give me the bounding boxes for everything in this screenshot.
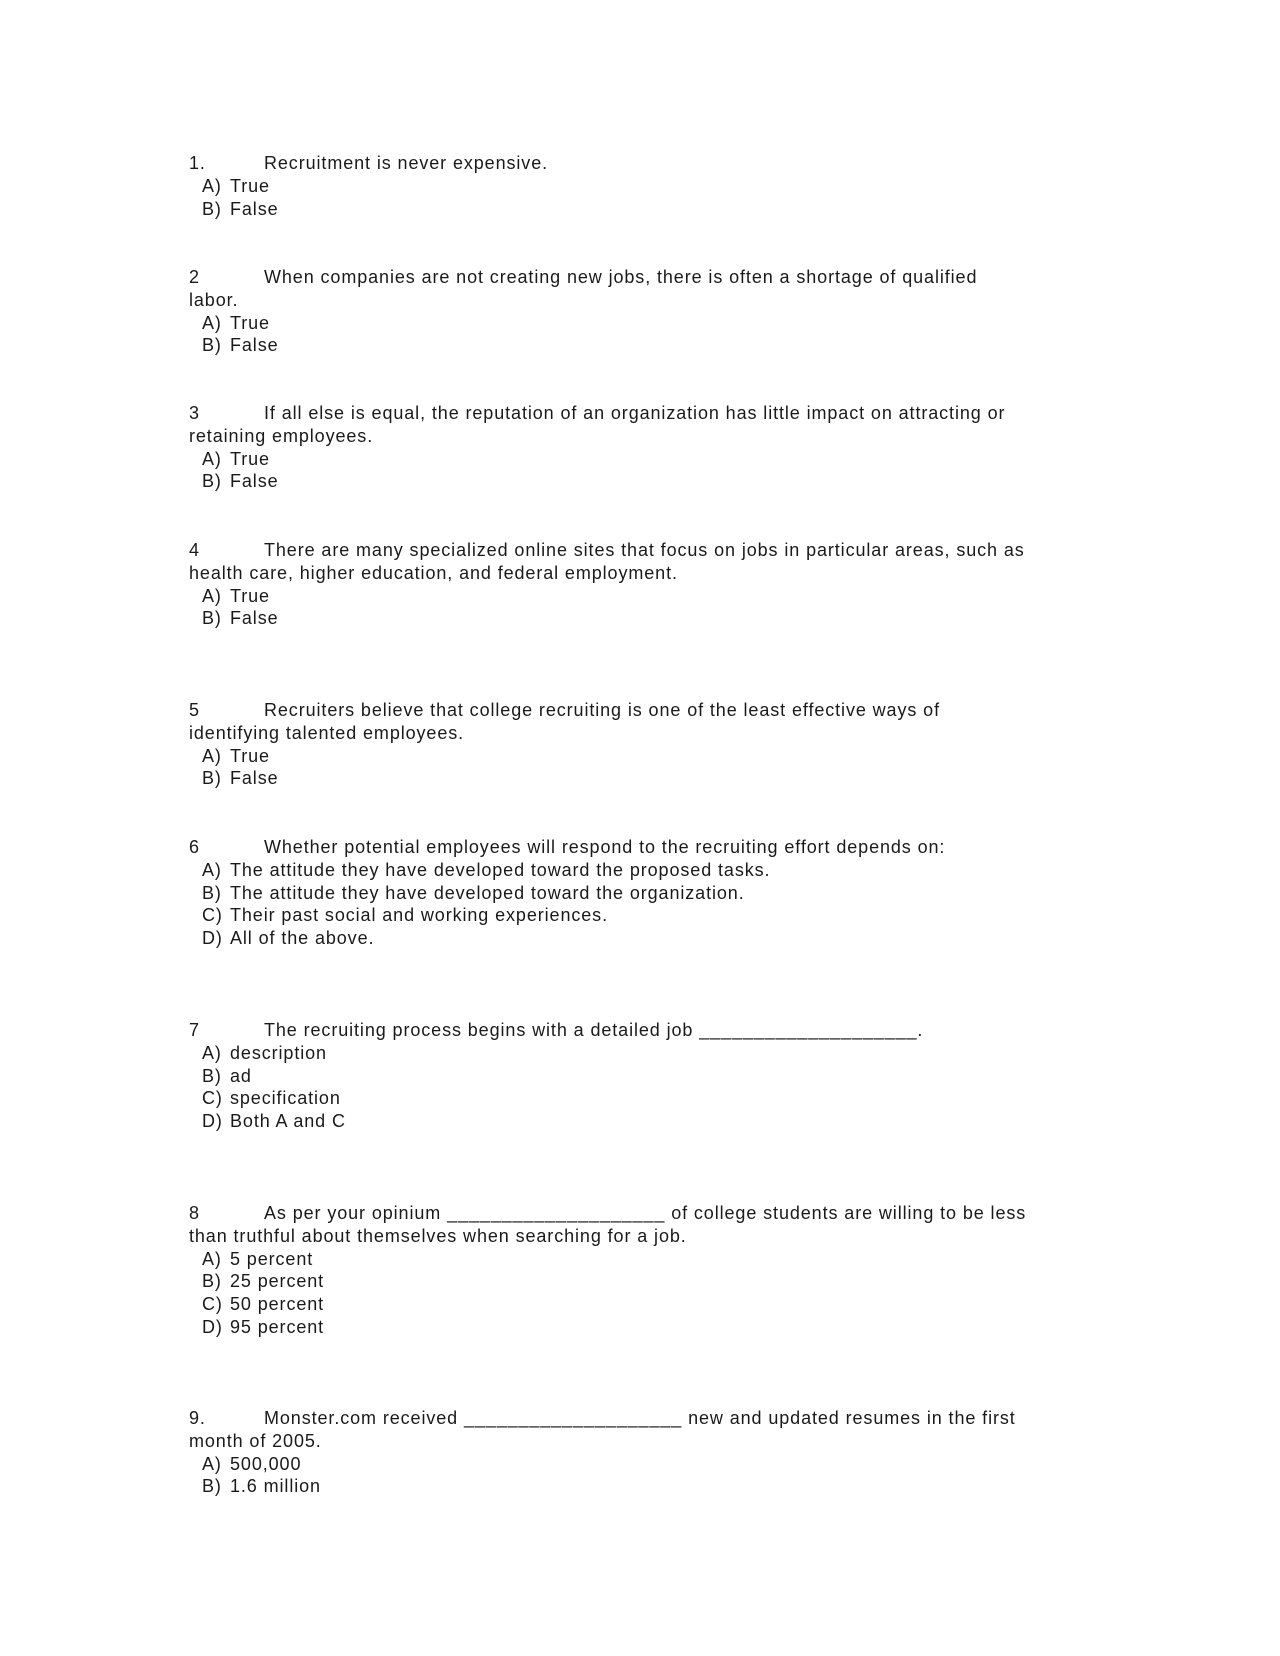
question-text: There are many specialized online sites that focus on jobs in particular areas, such as: [264, 540, 1025, 560]
option-letter: B): [202, 198, 222, 219]
option-text: True: [230, 312, 270, 333]
answer-option: [189, 334, 1089, 357]
question-number: 6: [189, 837, 200, 857]
option-letter: B): [202, 608, 222, 629]
question-text-continued: health care, higher education, and federal employment.: [189, 562, 678, 583]
question-number: 8: [189, 1203, 200, 1223]
question-stem: [189, 402, 1089, 425]
option-letter: A): [202, 175, 222, 196]
option-text: True: [230, 745, 270, 766]
answer-option: [189, 882, 1089, 905]
question-9: [189, 1407, 1089, 1498]
question-text: Recruiters believe that college recruiting is one of the least effective ways of: [264, 700, 940, 720]
answer-option: [189, 312, 1089, 335]
option-letter: A): [202, 1453, 222, 1474]
answer-option: [189, 859, 1089, 882]
option-letter: C): [202, 1088, 223, 1109]
question-number: 4: [189, 540, 200, 560]
answer-option: [189, 1248, 1089, 1271]
question-number: 9.: [189, 1408, 206, 1428]
question-number: 2: [189, 267, 200, 287]
answer-option: [189, 927, 1089, 950]
question-stem: [189, 1407, 1089, 1430]
question-stem: [189, 1202, 1089, 1225]
question-stem: [189, 1019, 1089, 1042]
option-letter: D): [202, 1111, 223, 1132]
answer-option: [189, 1316, 1089, 1339]
option-text: description: [230, 1042, 327, 1063]
answer-option: [189, 470, 1089, 493]
option-letter: A): [202, 585, 222, 606]
answer-option: [189, 1475, 1089, 1498]
option-letter: B): [202, 882, 222, 903]
question-8: [189, 1202, 1089, 1339]
option-text: 500,000: [230, 1453, 302, 1474]
option-letter: D): [202, 1316, 223, 1337]
option-letter: B): [202, 1065, 222, 1086]
option-letter: B): [202, 1271, 222, 1292]
answer-option: [189, 1042, 1089, 1065]
answer-option: [189, 904, 1089, 927]
option-text: True: [230, 175, 270, 196]
option-letter: D): [202, 928, 223, 949]
answer-option: [189, 175, 1089, 198]
answer-option: [189, 745, 1089, 768]
question-text-continued: month of 2005.: [189, 1430, 322, 1451]
answer-option: [189, 1087, 1089, 1110]
answer-option: [189, 1110, 1089, 1133]
question-stem: [189, 699, 1089, 722]
question-5: [189, 699, 1089, 790]
option-text: 5 percent: [230, 1248, 314, 1269]
question-number: 7: [189, 1020, 200, 1040]
question-stem: [189, 266, 1089, 289]
answer-option: [189, 448, 1089, 471]
option-letter: A): [202, 448, 222, 469]
question-2: [189, 266, 1089, 357]
option-letter: A): [202, 1248, 222, 1269]
option-text: 50 percent: [230, 1294, 325, 1315]
question-stem: [189, 539, 1089, 562]
option-letter: C): [202, 905, 223, 926]
question-text: As per your opinium ____________________ of college students are willing to be less: [264, 1203, 1027, 1223]
option-letter: A): [202, 1042, 222, 1063]
question-text: The recruiting process begins with a detailed job ____________________.: [264, 1020, 924, 1040]
answer-option: [189, 1270, 1089, 1293]
answer-option: [189, 1453, 1089, 1476]
option-text: 25 percent: [230, 1271, 325, 1292]
option-letter: B): [202, 471, 222, 492]
question-text-continued: retaining employees.: [189, 425, 374, 446]
option-letter: A): [202, 745, 222, 766]
option-text: False: [230, 768, 279, 789]
option-text: Both A and C: [230, 1111, 346, 1132]
option-letter: A): [202, 859, 222, 880]
question-number: 5: [189, 700, 200, 720]
option-text: ad: [230, 1065, 252, 1086]
question-text-continued: than truthful about themselves when searching for a job.: [189, 1225, 687, 1246]
question-3: [189, 402, 1089, 493]
question-4: [189, 539, 1089, 630]
option-letter: B): [202, 1476, 222, 1497]
question-text: When companies are not creating new jobs, there is often a shortage of qualified: [264, 267, 978, 287]
option-text: The attitude they have developed toward the proposed tasks.: [230, 859, 771, 880]
option-text: False: [230, 608, 279, 629]
answer-option: [189, 767, 1089, 790]
question-text: Monster.com received ____________________ new and updated resumes in the first: [264, 1408, 1016, 1428]
option-letter: C): [202, 1294, 223, 1315]
answer-option: [189, 585, 1089, 608]
option-text: The attitude they have developed toward the organization.: [230, 882, 745, 903]
option-text: Their past social and working experiences.: [230, 905, 608, 926]
question-number: 3: [189, 403, 200, 423]
option-text: True: [230, 448, 270, 469]
option-text: False: [230, 471, 279, 492]
option-text: True: [230, 585, 270, 606]
question-6: [189, 836, 1089, 950]
question-text: Recruitment is never expensive.: [264, 153, 549, 173]
answer-option: [189, 1293, 1089, 1316]
question-stem: [189, 836, 1089, 859]
option-text: 95 percent: [230, 1316, 325, 1337]
answer-option: [189, 1065, 1089, 1088]
question-text-continued: labor.: [189, 289, 239, 310]
option-text: All of the above.: [230, 928, 375, 949]
question-text: If all else is equal, the reputation of an organization has little impact on attracting or: [264, 403, 1006, 423]
question-stem: [189, 152, 1089, 175]
option-text: False: [230, 198, 279, 219]
option-letter: A): [202, 312, 222, 333]
option-text: specification: [230, 1088, 341, 1109]
option-text: 1.6 million: [230, 1476, 321, 1497]
option-letter: B): [202, 768, 222, 789]
question-number: 1.: [189, 153, 206, 173]
answer-option: [189, 607, 1089, 630]
question-1: [189, 152, 1089, 220]
option-text: False: [230, 335, 279, 356]
question-text: Whether potential employees will respond to the recruiting effort depends on:: [264, 837, 946, 857]
question-7: [189, 1019, 1089, 1133]
option-letter: B): [202, 335, 222, 356]
answer-option: [189, 198, 1089, 221]
question-text-continued: identifying talented employees.: [189, 722, 465, 743]
